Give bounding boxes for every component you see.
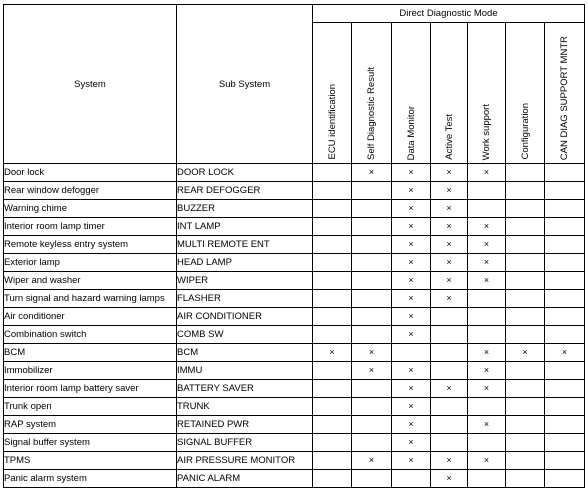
diagnostic-mode-table	[3, 4, 585, 488]
sub-system-cell: MULTI REMOTE ENT	[177, 236, 313, 254]
empty-cell	[468, 434, 506, 452]
empty-cell	[506, 254, 545, 272]
table-row	[4, 272, 585, 290]
supported-mark: ×	[352, 362, 392, 380]
mode-header-can-diag-support-mntr: CAN DIAG SUPPORT MNTR	[545, 23, 585, 164]
supported-mark: ×	[392, 398, 431, 416]
system-cell: BCM	[4, 344, 177, 362]
empty-cell	[506, 164, 545, 182]
system-cell: Rear window defogger	[4, 182, 177, 200]
empty-cell	[431, 398, 468, 416]
supported-mark: ×	[392, 272, 431, 290]
supported-mark: ×	[392, 434, 431, 452]
empty-cell	[545, 416, 585, 434]
empty-cell	[468, 182, 506, 200]
supported-mark: ×	[468, 416, 506, 434]
empty-cell	[545, 200, 585, 218]
supported-mark: ×	[392, 164, 431, 182]
supported-mark: ×	[431, 380, 468, 398]
supported-mark: ×	[431, 200, 468, 218]
empty-cell	[352, 308, 392, 326]
sub-system-cell: SIGNAL BUFFER	[177, 434, 313, 452]
table-row	[4, 326, 585, 344]
system-cell: Turn signal and hazard warning lamps	[4, 290, 177, 308]
empty-cell	[506, 416, 545, 434]
empty-cell	[506, 272, 545, 290]
table-row	[4, 182, 585, 200]
supported-mark: ×	[431, 182, 468, 200]
empty-cell	[352, 290, 392, 308]
supported-mark: ×	[431, 452, 468, 470]
supported-mark: ×	[506, 344, 545, 362]
sub-system-cell: TRUNK	[177, 398, 313, 416]
empty-cell	[431, 308, 468, 326]
sub-system-cell: BATTERY SAVER	[177, 380, 313, 398]
empty-cell	[352, 398, 392, 416]
empty-cell	[313, 290, 352, 308]
supported-mark: ×	[352, 164, 392, 182]
system-cell: Interior room lamp battery saver	[4, 380, 177, 398]
empty-cell	[313, 380, 352, 398]
table-row	[4, 344, 585, 362]
empty-cell	[506, 326, 545, 344]
system-cell: Interior room lamp timer	[4, 218, 177, 236]
sub-system-cell: COMB SW	[177, 326, 313, 344]
empty-cell	[352, 470, 392, 488]
empty-cell	[313, 272, 352, 290]
empty-cell	[352, 182, 392, 200]
system-cell: TPMS	[4, 452, 177, 470]
supported-mark: ×	[431, 272, 468, 290]
table-row	[4, 452, 585, 470]
supported-mark: ×	[431, 218, 468, 236]
sub-system-cell: RETAINED PWR	[177, 416, 313, 434]
empty-cell	[431, 416, 468, 434]
table-row	[4, 218, 585, 236]
supported-mark: ×	[392, 362, 431, 380]
supported-mark: ×	[392, 200, 431, 218]
supported-mark: ×	[352, 452, 392, 470]
table-body	[4, 164, 585, 488]
empty-cell	[352, 236, 392, 254]
mode-header-work-support: Work support	[468, 23, 506, 164]
supported-mark: ×	[392, 236, 431, 254]
empty-cell	[506, 434, 545, 452]
supported-mark: ×	[468, 344, 506, 362]
sub-system-cell: BUZZER	[177, 200, 313, 218]
table-row	[4, 200, 585, 218]
empty-cell	[313, 182, 352, 200]
supported-mark: ×	[392, 380, 431, 398]
empty-cell	[545, 218, 585, 236]
empty-cell	[313, 416, 352, 434]
supported-mark: ×	[545, 344, 585, 362]
empty-cell	[313, 308, 352, 326]
empty-cell	[352, 200, 392, 218]
empty-cell	[352, 272, 392, 290]
empty-cell	[506, 362, 545, 380]
sub-system-cell: FLASHER	[177, 290, 313, 308]
supported-mark: ×	[431, 164, 468, 182]
sub-system-cell: BCM	[177, 344, 313, 362]
system-cell: Warning chime	[4, 200, 177, 218]
empty-cell	[506, 200, 545, 218]
supported-mark: ×	[431, 236, 468, 254]
empty-cell	[506, 182, 545, 200]
empty-cell	[545, 362, 585, 380]
table-row	[4, 470, 585, 488]
supported-mark: ×	[468, 218, 506, 236]
empty-cell	[392, 470, 431, 488]
empty-cell	[545, 398, 585, 416]
supported-mark: ×	[392, 452, 431, 470]
empty-cell	[352, 434, 392, 452]
empty-cell	[545, 164, 585, 182]
supported-mark: ×	[468, 164, 506, 182]
empty-cell	[468, 290, 506, 308]
empty-cell	[431, 326, 468, 344]
system-cell: Door lock	[4, 164, 177, 182]
supported-mark: ×	[468, 452, 506, 470]
sub-system-column-header: Sub System	[177, 5, 313, 164]
empty-cell	[352, 254, 392, 272]
empty-cell	[545, 326, 585, 344]
system-cell: Wiper and washer	[4, 272, 177, 290]
sub-system-cell: REAR DEFOGGER	[177, 182, 313, 200]
supported-mark: ×	[392, 182, 431, 200]
supported-mark: ×	[392, 416, 431, 434]
system-cell: Immobilizer	[4, 362, 177, 380]
empty-cell	[468, 398, 506, 416]
empty-cell	[431, 434, 468, 452]
empty-cell	[431, 362, 468, 380]
table-row	[4, 308, 585, 326]
supported-mark: ×	[468, 362, 506, 380]
empty-cell	[468, 200, 506, 218]
sub-system-cell: DOOR LOCK	[177, 164, 313, 182]
empty-cell	[468, 470, 506, 488]
empty-cell	[313, 362, 352, 380]
direct-diagnostic-mode-header: Direct Diagnostic Mode	[313, 5, 585, 23]
system-cell: Signal buffer system	[4, 434, 177, 452]
empty-cell	[545, 434, 585, 452]
system-cell: Panic alarm system	[4, 470, 177, 488]
empty-cell	[506, 236, 545, 254]
empty-cell	[313, 470, 352, 488]
empty-cell	[468, 308, 506, 326]
empty-cell	[545, 182, 585, 200]
empty-cell	[545, 452, 585, 470]
empty-cell	[431, 344, 468, 362]
empty-cell	[506, 218, 545, 236]
supported-mark: ×	[468, 236, 506, 254]
table-row	[4, 290, 585, 308]
table-row	[4, 362, 585, 380]
empty-cell	[313, 398, 352, 416]
supported-mark: ×	[392, 308, 431, 326]
system-cell: Remote keyless entry system	[4, 236, 177, 254]
sub-system-cell: HEAD LAMP	[177, 254, 313, 272]
supported-mark: ×	[431, 470, 468, 488]
mode-header-self-diagnostic-result: Self Diagnostic Result	[352, 23, 392, 164]
empty-cell	[506, 398, 545, 416]
supported-mark: ×	[431, 254, 468, 272]
system-cell: Exterior lamp	[4, 254, 177, 272]
system-column-header: System	[4, 5, 177, 164]
empty-cell	[545, 290, 585, 308]
supported-mark: ×	[468, 380, 506, 398]
empty-cell	[545, 254, 585, 272]
mode-header-data-monitor: Data Monitor	[392, 23, 431, 164]
empty-cell	[352, 218, 392, 236]
sub-system-cell: IMMU	[177, 362, 313, 380]
table-row	[4, 416, 585, 434]
supported-mark: ×	[352, 344, 392, 362]
empty-cell	[352, 380, 392, 398]
sub-system-cell: INT LAMP	[177, 218, 313, 236]
empty-cell	[506, 308, 545, 326]
sub-system-cell: AIR CONDITIONER	[177, 308, 313, 326]
empty-cell	[506, 290, 545, 308]
mode-header-active-test: Active Test	[431, 23, 468, 164]
sub-system-cell: AIR PRESSURE MONITOR	[177, 452, 313, 470]
empty-cell	[506, 470, 545, 488]
table-row	[4, 164, 585, 182]
mode-header-configuration: Configuration	[506, 23, 545, 164]
empty-cell	[545, 308, 585, 326]
sub-system-cell: WIPER	[177, 272, 313, 290]
table-row	[4, 236, 585, 254]
table-header	[4, 5, 585, 164]
empty-cell	[313, 164, 352, 182]
empty-cell	[506, 452, 545, 470]
supported-mark: ×	[468, 272, 506, 290]
empty-cell	[313, 452, 352, 470]
table-row	[4, 254, 585, 272]
empty-cell	[545, 236, 585, 254]
empty-cell	[545, 380, 585, 398]
supported-mark: ×	[313, 344, 352, 362]
empty-cell	[313, 254, 352, 272]
supported-mark: ×	[468, 254, 506, 272]
system-cell: Combination switch	[4, 326, 177, 344]
table-row	[4, 434, 585, 452]
mode-header-ecu-identification: ECU identification	[313, 23, 352, 164]
supported-mark: ×	[392, 326, 431, 344]
empty-cell	[352, 326, 392, 344]
empty-cell	[506, 380, 545, 398]
supported-mark: ×	[392, 218, 431, 236]
sub-system-cell: PANIC ALARM	[177, 470, 313, 488]
system-cell: Trunk open	[4, 398, 177, 416]
empty-cell	[313, 326, 352, 344]
supported-mark: ×	[431, 290, 468, 308]
table-row	[4, 380, 585, 398]
empty-cell	[392, 344, 431, 362]
empty-cell	[468, 326, 506, 344]
empty-cell	[545, 272, 585, 290]
empty-cell	[352, 416, 392, 434]
system-cell: RAP system	[4, 416, 177, 434]
supported-mark: ×	[392, 254, 431, 272]
empty-cell	[313, 218, 352, 236]
supported-mark: ×	[392, 290, 431, 308]
empty-cell	[313, 434, 352, 452]
table-row	[4, 398, 585, 416]
empty-cell	[545, 470, 585, 488]
empty-cell	[313, 200, 352, 218]
system-cell: Air conditioner	[4, 308, 177, 326]
empty-cell	[313, 236, 352, 254]
